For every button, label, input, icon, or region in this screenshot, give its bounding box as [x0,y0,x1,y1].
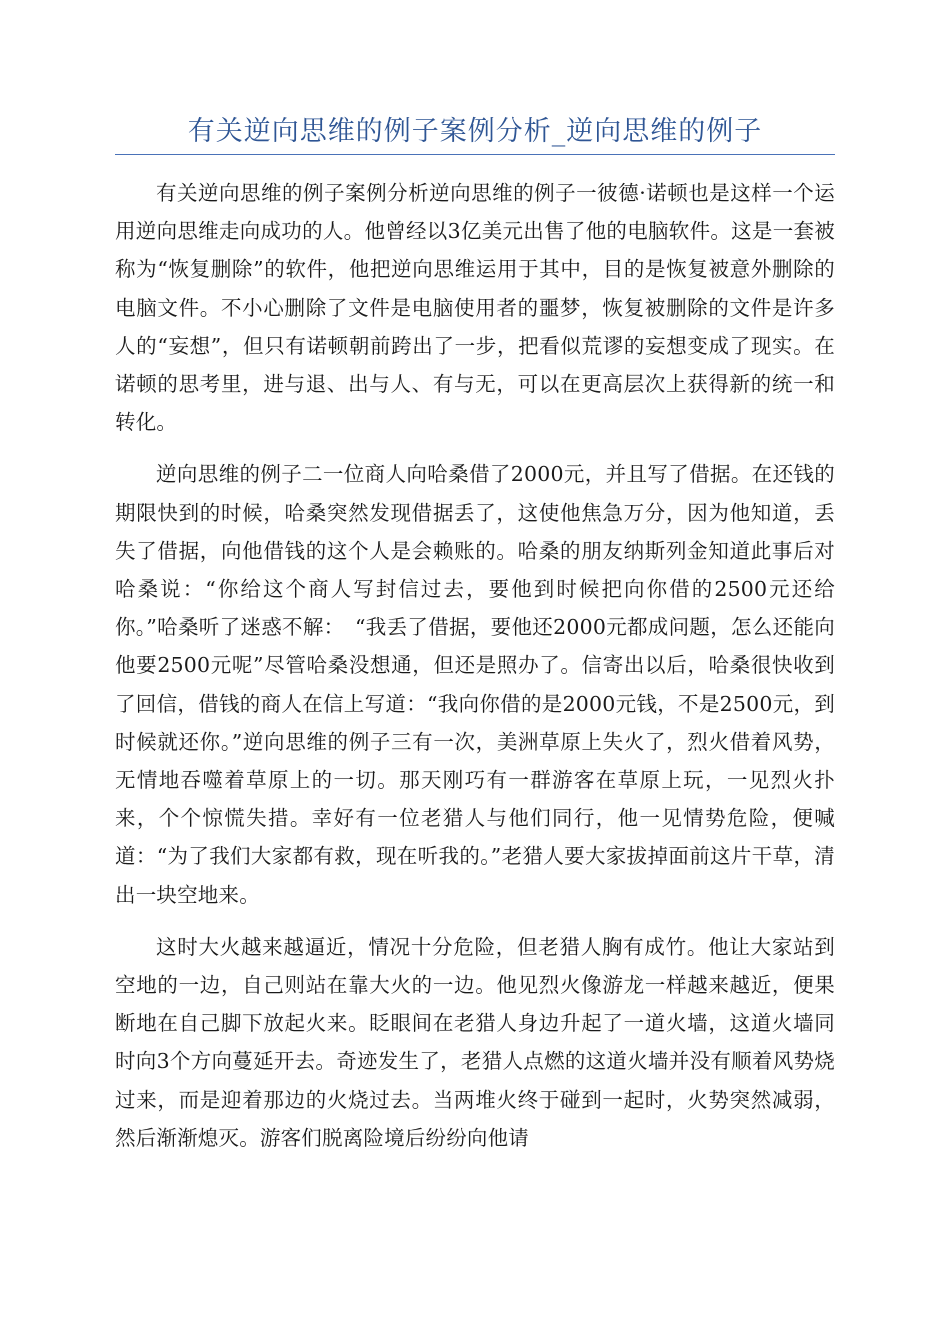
document-title: 有关逆向思维的例子案例分析_逆向思维的例子 [187,116,763,147]
paragraph-3: 这时大火越来越逼近，情况十分危险，但老猎人胸有成竹。他让大家站到空地的一边，自己则站在靠大火的一边。他见烈火像游龙一样越来越近，便果断地在自己脚下放起火来。眨眼间在老猎人身边升起了一道火墙，这道火墙同时向3个方向蔓延开去。奇迹发生了，老猎人点燃的这道火墙并没有顺着风势烧过来，而是迎着那边的火烧过去。当两堆火终于碰到一起时，火势突然减弱，然后渐渐熄灭。游客们脱离险境后纷纷向他请 [115,934,835,1150]
document-body [115,174,835,1171]
title-underline [115,154,835,155]
paragraph-1: 有关逆向思维的例子案例分析逆向思维的例子一彼德·诺顿也是这样一个运用逆向思维走向成功的人。他曾经以3亿美元出售了他的电脑软件。这是一套被称为“恢复删除”的软件，他把逆向思维运用于其中，目的是恢复被意外删除的电脑文件。不小心删除了文件是电脑使用者的噩梦，恢复被删除的文件是许多人的“妄想”，但只有诺顿朝前跨出了一步，把看似荒谬的妄想变成了现实。在诺顿的思考里，进与退、出与人、有与无，可以在更高层次上获得新的统一和转化。 [115,181,835,435]
paragraph-2: 逆向思维的例子二一位商人向哈桑借了2000元，并且写了借据。在还钱的期限快到的时候，哈桑突然发现借据丢了，这使他焦急万分，因为他知道，丢失了借据，向他借钱的这个人是会赖账的。哈桑的朋友纳斯列金知道此事后对哈桑说：“你给这个商人写封信过去，要他到时候把向你借的2500元还给你。”哈桑听了迷惑不解： “我丢了借据，要他还2000元都成问题，怎么还能向他要2500元呢”尽管哈桑没想通，但还是照办了。信寄出以后，哈桑很快收到了回信，借钱的商人在信上写道：“我向你借的是2000元钱，不是2500元，到时候就还你。”逆向思维的例子三有一次，美洲草原上失火了，烈火借着风势，无情地吞噬着草原上的一切。那天刚巧有一群游客在草原上玩，一见烈火扑来，个个惊慌失措。幸好有一位老猎人与他们同行，他一见情势危险，便喊道：“为了我们大家都有救，现在听我的。”老猎人要大家拔掉面前这片干草，清出一块空地来。 [115,462,835,907]
